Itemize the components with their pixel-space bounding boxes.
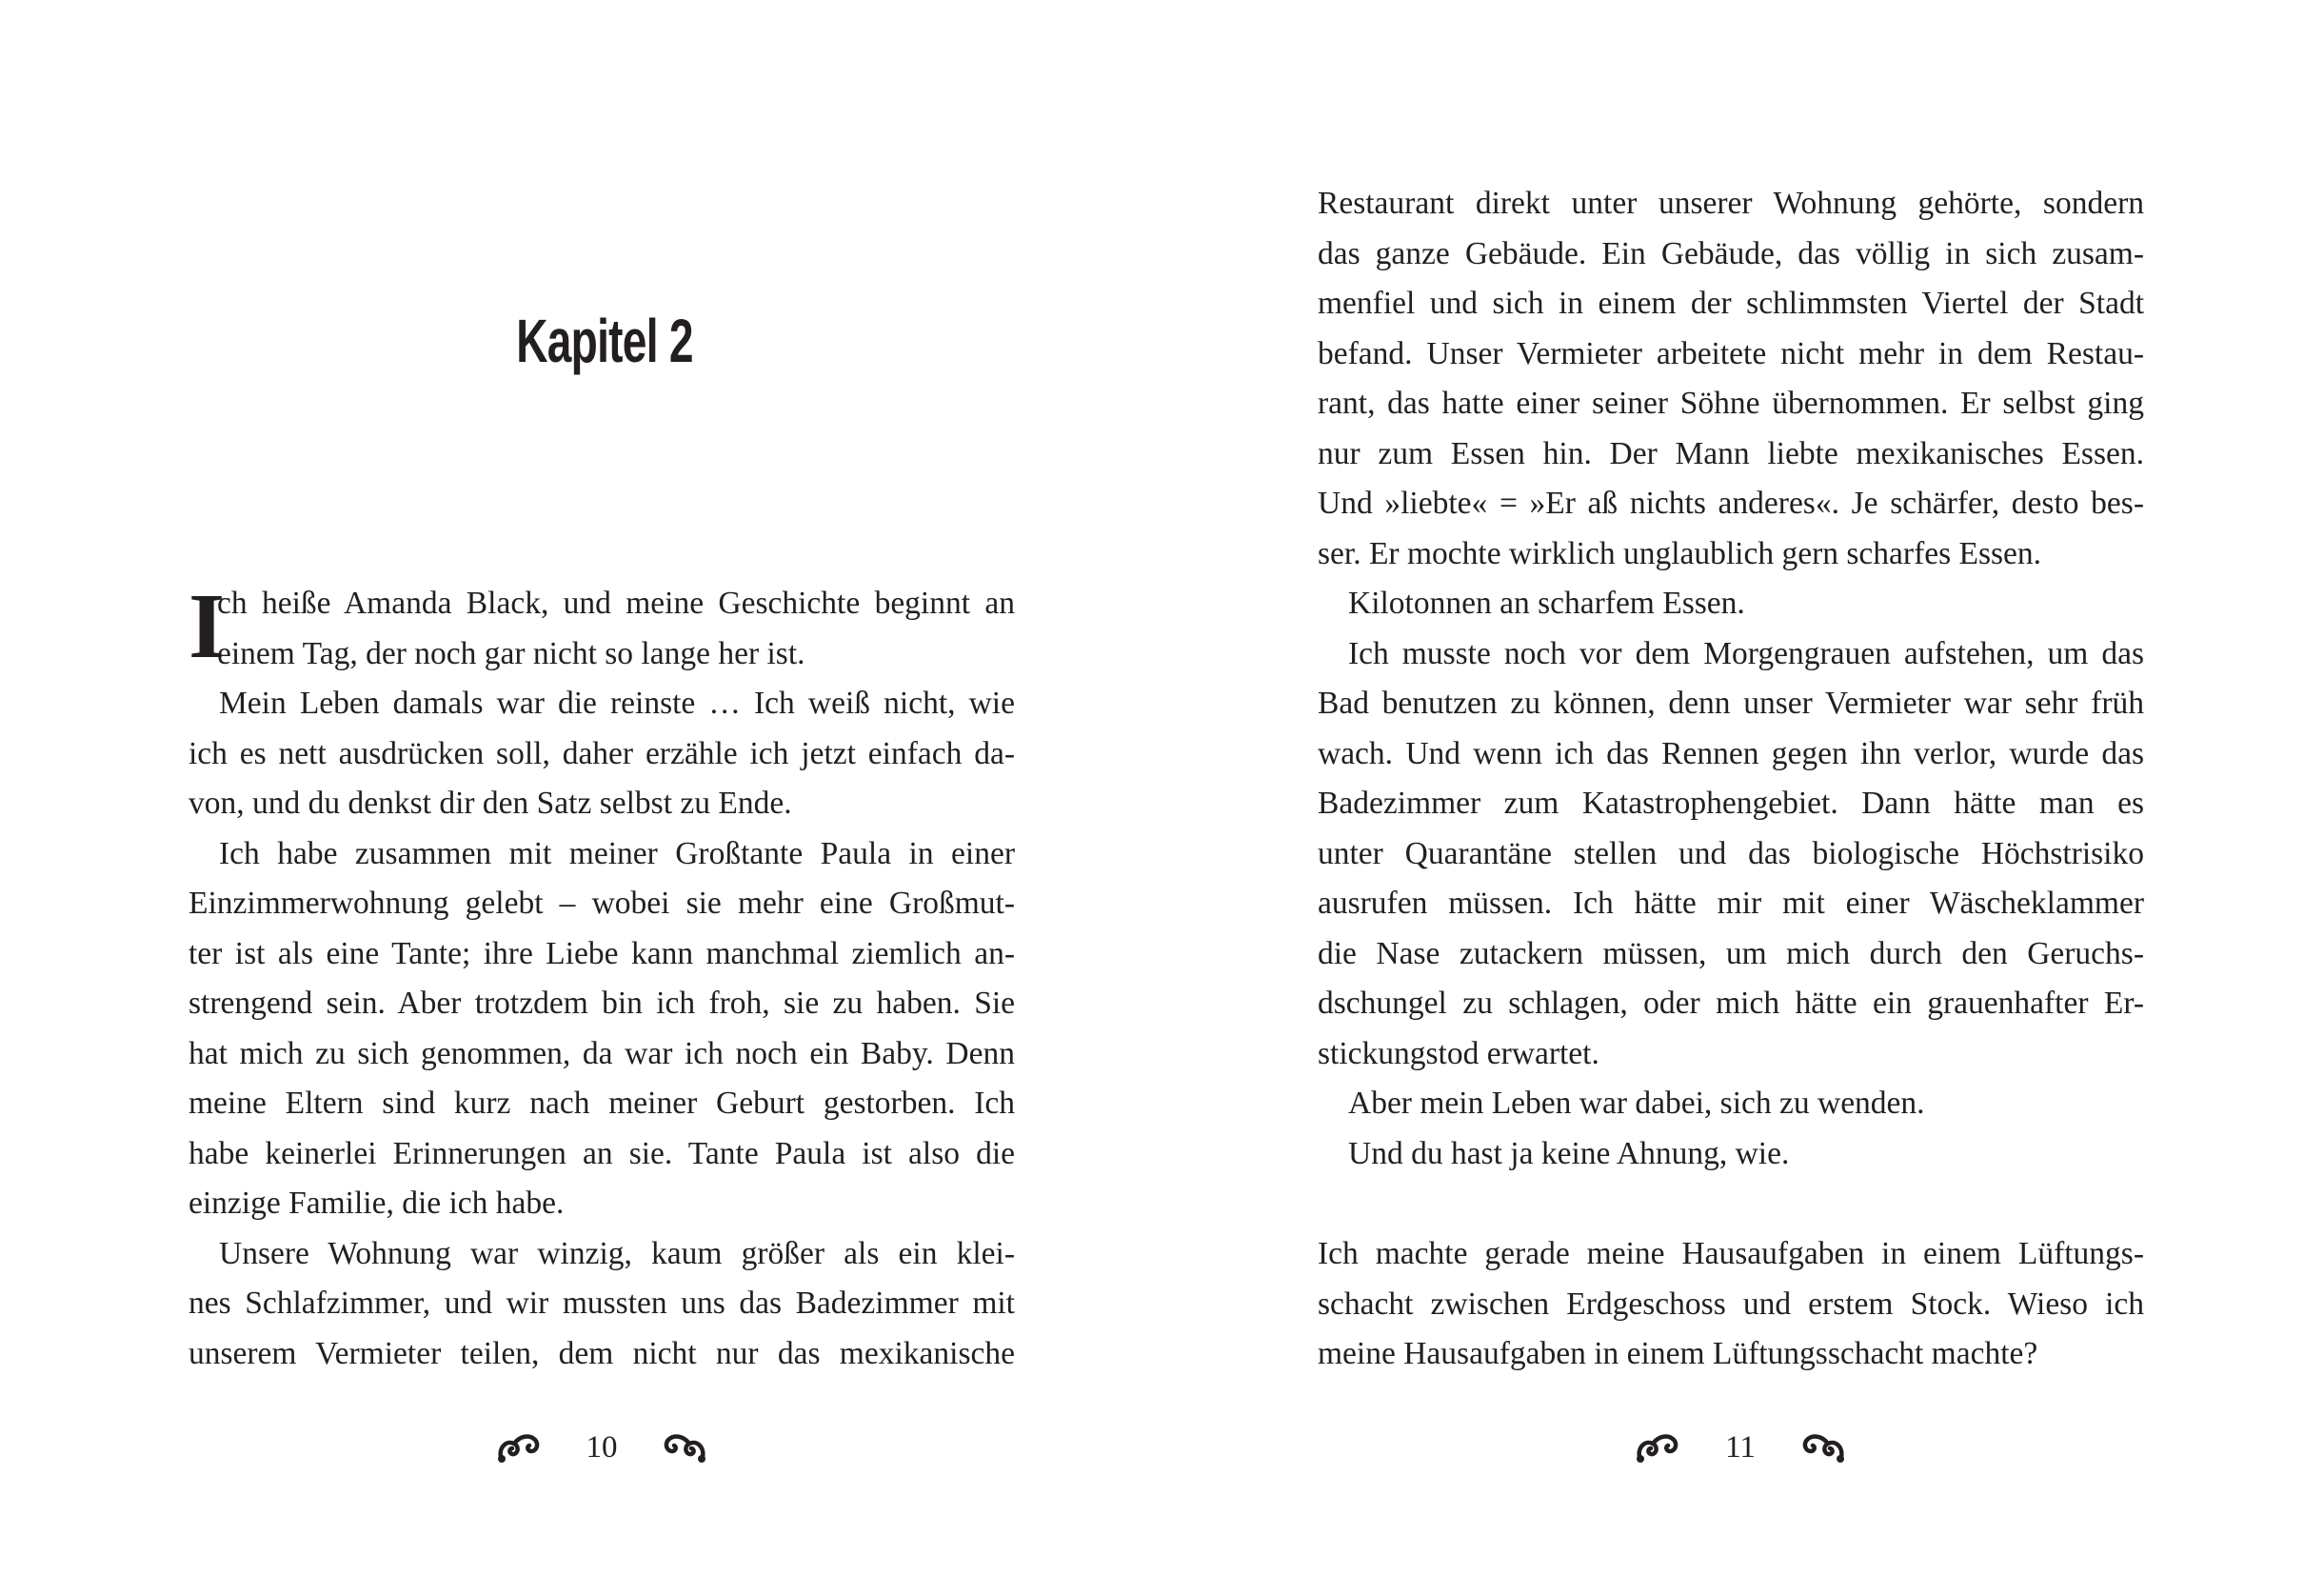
text-line: Mein Leben damals war die reinste … Ich weiß nicht, wie <box>219 686 1015 721</box>
right-section-two-text <box>1318 1229 2144 1380</box>
text-line: habe keinerlei Erinnerungen an sie. Tante Paula ist also die <box>189 1135 1015 1171</box>
page-number: 10 <box>586 1430 618 1465</box>
text-line: meine Eltern sind kurz nach meiner Geburt gestorben. Ich <box>189 1086 1015 1121</box>
text-line: wach. Und wenn ich das Rennen gegen ihn verlor, wurde das <box>1318 735 2144 771</box>
text-line: Bad benutzen zu können, denn unser Vermieter war sehr früh <box>1318 686 2144 721</box>
text-line: Und »liebte« = »Er aß nichts anderes«. Je schärfer, desto bes- <box>1318 486 2144 521</box>
text-line: stickungstod erwartet. <box>1318 1035 1599 1071</box>
text-line: Kilotonnen an scharfem Essen. <box>1348 586 1745 621</box>
swirl-right-icon <box>663 1428 706 1466</box>
text-line: ser. Er mochte wirklich unglaublich gern scharfes Essen. <box>1318 535 2042 571</box>
text-line: nes Schlafzimmer, und wir mussten uns das Badezimmer mit <box>189 1286 1015 1321</box>
text-line: rant, das hatte einer seiner Söhne übernommen. Er selbst ging <box>1318 386 2144 421</box>
page-number-folio <box>497 1419 706 1476</box>
swirl-right-icon <box>1801 1428 1845 1466</box>
text-line: Ich habe zusammen mit meiner Großtante Paula in einer <box>219 835 1015 871</box>
text-line: schacht zwischen Erdgeschoss und erstem Stock. Wieso ich <box>1318 1286 2144 1322</box>
drop-cap: I <box>189 575 226 678</box>
text-line: Ich machte gerade meine Hausaufgaben in einem Lüftungs- <box>1318 1236 2144 1271</box>
text-line: einem Tag, der noch gar nicht so lange her ist. <box>217 635 805 671</box>
text-line: nur zum Essen hin. Der Mann liebte mexikanisches Essen. <box>1318 435 2144 471</box>
text-line: von, und du denkst dir den Satz selbst zu Ende. <box>189 786 792 821</box>
text-line: befand. Unser Vermieter arbeitete nicht mehr in dem Restau- <box>1318 335 2144 371</box>
text-line: Einzimmerwohnung gelebt – wobei sie mehr eine Großmut- <box>189 886 1015 921</box>
text-line: einzige Familie, die ich habe. <box>189 1186 565 1221</box>
text-line: Ich musste noch vor dem Morgengrauen aufstehen, um das <box>1348 635 2144 671</box>
page-number: 11 <box>1725 1430 1756 1465</box>
text-line: meine Hausaufgaben in einem Lüftungsschacht machte? <box>1318 1336 2038 1371</box>
text-line: unserem Vermieter teilen, dem nicht nur das mexikanische <box>189 1335 1015 1371</box>
text-line: strengend sein. Aber trotzdem bin ich froh, sie zu haben. Sie <box>189 986 1015 1021</box>
page-number-folio <box>1636 1419 1845 1476</box>
text-line: dschungel zu schlagen, oder mich hätte ein grauenhafter Er- <box>1318 986 2144 1021</box>
swirl-left-icon <box>1636 1428 1679 1466</box>
text-line: ich es nett ausdrücken soll, daher erzähle ich jetzt einfach da- <box>189 735 1015 771</box>
text-line: Und du hast ja keine Ahnung, wie. <box>1348 1135 1790 1171</box>
text-line: ausrufen müssen. Ich hätte mir mit einer Wäscheklammer <box>1318 886 2144 921</box>
text-line: Badezimmer zum Katastrophengebiet. Dann hätte man es <box>1318 786 2144 821</box>
chapter-title: Kapitel 2 <box>516 307 693 375</box>
text-line: hat mich zu sich genommen, da war ich noch ein Baby. Denn <box>189 1035 1015 1071</box>
left-body-text <box>189 575 1015 1379</box>
right-body-text <box>1318 179 2144 1179</box>
text-line: Aber mein Leben war dabei, sich zu wenden. <box>1348 1086 1925 1121</box>
text-line: unter Quarantäne stellen und das biologische Höchstrisiko <box>1318 835 2144 871</box>
text-line: menfiel und sich in einem der schlimmsten Viertel der Stadt <box>1318 286 2144 321</box>
right-page <box>1162 0 2323 1575</box>
text-line: Restaurant direkt unter unserer Wohnung gehörte, sondern <box>1318 186 2144 221</box>
text-line: ch heiße Amanda Black, und meine Geschichte beginnt an <box>217 586 1015 621</box>
text-line: die Nase zutackern müssen, um mich durch den Geruchs- <box>1318 935 2144 971</box>
text-line: das ganze Gebäude. Ein Gebäude, das völlig in sich zusam- <box>1318 235 2144 271</box>
text-line: ter ist als eine Tante; ihre Liebe kann manchmal ziemlich an- <box>189 935 1015 971</box>
swirl-left-icon <box>497 1428 541 1466</box>
text-line: Unsere Wohnung war winzig, kaum größer als ein klei- <box>219 1235 1015 1271</box>
